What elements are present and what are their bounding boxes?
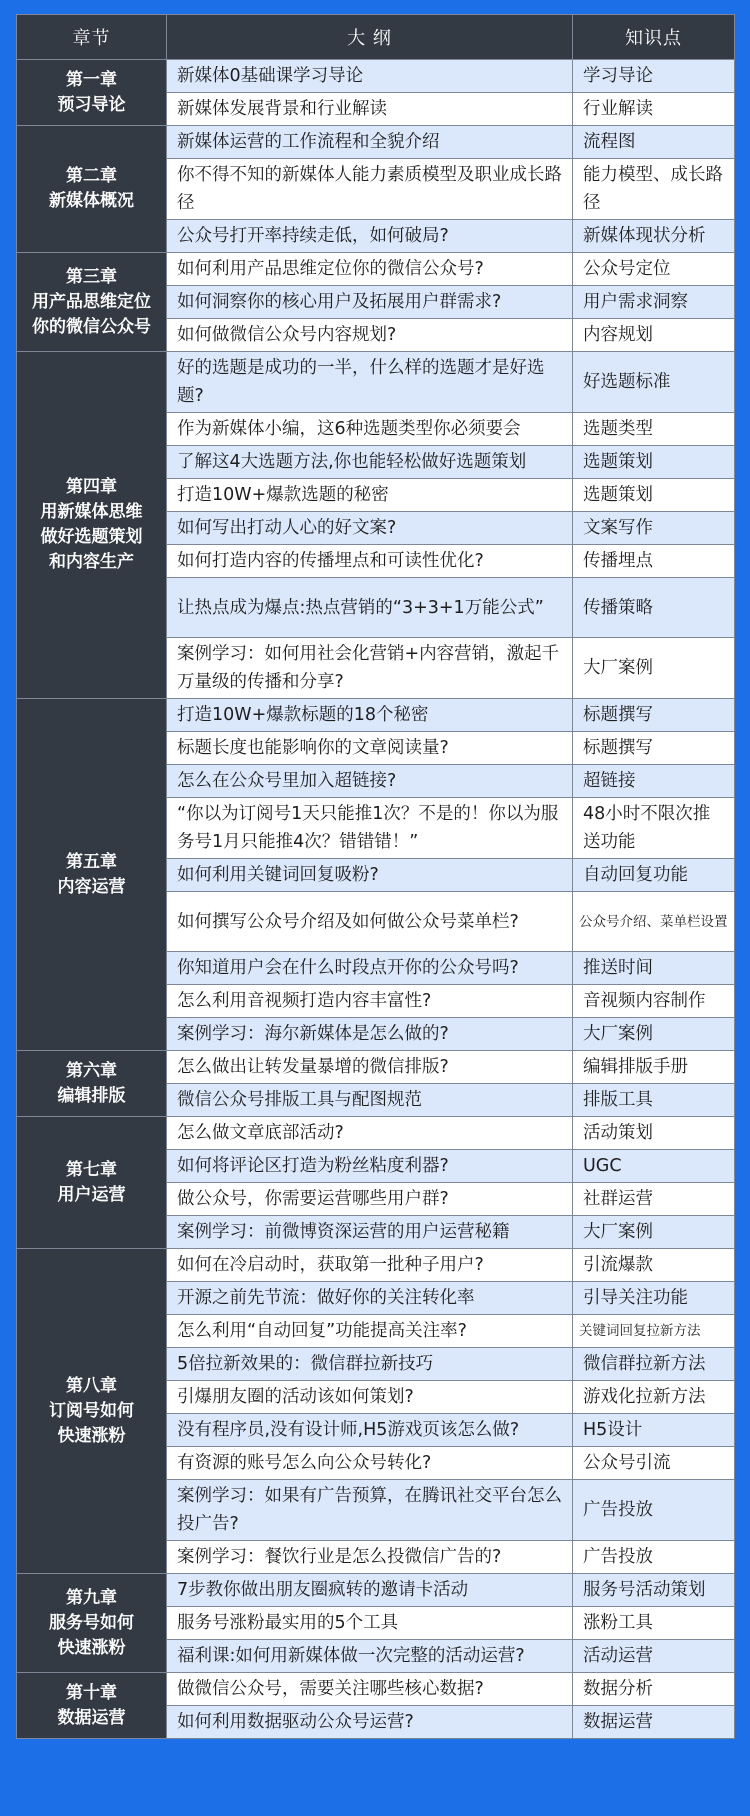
course-outline-table [16, 14, 735, 1739]
table-row [17, 253, 735, 286]
outline-cell: 打造10W+爆款选题的秘密 [167, 479, 573, 512]
knowledge-point-cell: 推送时间 [573, 952, 735, 985]
chapter-cell [17, 1117, 167, 1249]
outline-cell: 如何利用数据驱动公众号运营? [167, 1706, 573, 1739]
outline-cell: 怎么利用“自动回复”功能提高关注率? [167, 1315, 573, 1348]
knowledge-point-cell: 涨粉工具 [573, 1607, 735, 1640]
outline-cell: 如何洞察你的核心用户及拓展用户群需求? [167, 286, 573, 319]
outline-cell: 5倍拉新效果的：微信群拉新技巧 [167, 1348, 573, 1381]
table-row [17, 1574, 735, 1607]
knowledge-point-cell: 活动运营 [573, 1640, 735, 1673]
header-chapter: 章节 [17, 15, 167, 60]
knowledge-point-cell: 活动策划 [573, 1117, 735, 1150]
outline-cell: 案例学习：海尔新媒体是怎么做的? [167, 1018, 573, 1051]
outline-cell: 如何在冷启动时，获取第一批种子用户? [167, 1249, 573, 1282]
chapter-name-line: 第十章 [66, 1682, 117, 1703]
chapter-name-line: 第六章 [66, 1060, 117, 1081]
chapter-name-line: 新媒体概况 [49, 191, 134, 211]
chapter-name-line: 第八章 [66, 1375, 117, 1396]
knowledge-point-cell: 公众号引流 [573, 1447, 735, 1480]
knowledge-point-cell: 自动回复功能 [573, 859, 735, 892]
knowledge-point-cell: 数据运营 [573, 1706, 735, 1739]
knowledge-point-cell: 选题类型 [573, 413, 735, 446]
outline-cell: 开源之前先节流：做好你的关注转化率 [167, 1282, 573, 1315]
chapter-cell [17, 60, 167, 126]
outline-cell: 微信公众号排版工具与配图规范 [167, 1084, 573, 1117]
chapter-name-line: 第九章 [66, 1587, 117, 1608]
chapter-cell [17, 1673, 167, 1739]
chapter-name-line: 用新媒体思维 [40, 502, 143, 522]
knowledge-point-cell: 标题撰写 [573, 732, 735, 765]
knowledge-point-cell: 引导关注功能 [573, 1282, 735, 1315]
outline-cell: 新媒体0基础课学习导论 [167, 60, 573, 93]
knowledge-point-cell: 选题策划 [573, 479, 735, 512]
chapter-name-line: 快速涨粉 [57, 1425, 126, 1446]
outline-cell: 新媒体发展背景和行业解读 [167, 93, 573, 126]
table-row [17, 699, 735, 732]
outline-cell: 标题长度也能影响你的文章阅读量? [167, 732, 573, 765]
knowledge-point-cell: 大厂案例 [573, 638, 735, 699]
knowledge-point-cell: 排版工具 [573, 1084, 735, 1117]
outline-cell: 了解这4大选题方法,你也能轻松做好选题策划 [167, 446, 573, 479]
outline-cell: 案例学习：前微博资深运营的用户运营秘籍 [167, 1216, 573, 1249]
table-header-row [17, 15, 735, 60]
outline-cell: 没有程序员,没有设计师,H5游戏页该怎么做? [167, 1414, 573, 1447]
outline-cell: 新媒体运营的工作流程和全貌介绍 [167, 126, 573, 159]
knowledge-point-cell: 服务号活动策划 [573, 1574, 735, 1607]
knowledge-point-cell: 广告投放 [573, 1480, 735, 1541]
chapter-name-line: 你的微信公众号 [32, 316, 151, 337]
outline-cell: 打造10W+爆款标题的18个秘密 [167, 699, 573, 732]
outline-cell: 你不得不知的新媒体人能力素质模型及职业成长路径 [167, 159, 573, 220]
knowledge-point-cell: 好选题标准 [573, 352, 735, 413]
outline-cell: “你以为订阅号1天只能推1次？不是的！你以为服务号1月只能推4次？错错错！” [167, 798, 573, 859]
chapter-name-line: 用户运营 [57, 1184, 126, 1205]
chapter-cell [17, 1249, 167, 1574]
chapter-cell [17, 1051, 167, 1117]
outline-cell: 7步教你做出朋友圈疯转的邀请卡活动 [167, 1574, 573, 1607]
outline-cell: 如何写出打动人心的好文案? [167, 512, 573, 545]
knowledge-point-cell: 数据分析 [573, 1673, 735, 1706]
chapter-name-line: 第一章 [66, 69, 117, 90]
chapter-name-line: 第七章 [66, 1159, 117, 1180]
table-body [17, 60, 735, 1739]
knowledge-point-cell: 传播策略 [573, 578, 735, 638]
outline-cell: 做微信公众号，需要关注哪些核心数据? [167, 1673, 573, 1706]
outline-cell: 案例学习：如何用社会化营销+内容营销，激起千万量级的传播和分享? [167, 638, 573, 699]
header-outline: 大 纲 [167, 15, 573, 60]
knowledge-point-cell: 大厂案例 [573, 1216, 735, 1249]
chapter-name-line: 预习导论 [57, 94, 126, 115]
outline-cell: 你知道用户会在什么时段点开你的公众号吗? [167, 952, 573, 985]
knowledge-point-cell: 能力模型、成长路径 [573, 159, 735, 220]
outline-cell: 引爆朋友圈的活动该如何策划? [167, 1381, 573, 1414]
table-row [17, 352, 735, 413]
outline-cell: 让热点成为爆点:热点营销的“3+3+1万能公式” [167, 578, 573, 638]
outline-cell: 服务号涨粉最实用的5个工具 [167, 1607, 573, 1640]
chapter-name-line: 做好选题策划 [40, 527, 143, 547]
knowledge-point-cell: 超链接 [573, 765, 735, 798]
outline-cell: 公众号打开率持续走低，如何破局? [167, 220, 573, 253]
outline-cell: 好的选题是成功的一半，什么样的选题才是好选题? [167, 352, 573, 413]
outline-cell: 怎么在公众号里加入超链接? [167, 765, 573, 798]
chapter-cell [17, 253, 167, 352]
chapter-name-line: 编辑排版 [57, 1085, 126, 1106]
outline-cell: 如何利用产品思维定位你的微信公众号? [167, 253, 573, 286]
knowledge-point-cell: 行业解读 [573, 93, 735, 126]
chapter-name-line: 和内容生产 [49, 552, 134, 572]
table-row [17, 60, 735, 93]
knowledge-point-cell: 关键词回复拉新方法 [573, 1315, 735, 1348]
outline-cell: 做公众号，你需要运营哪些用户群? [167, 1183, 573, 1216]
chapter-name-line: 服务号如何 [49, 1612, 134, 1633]
chapter-name-line: 第五章 [66, 851, 117, 872]
knowledge-point-cell: 音视频内容制作 [573, 985, 735, 1018]
table-row [17, 1673, 735, 1706]
outline-cell: 如何将评论区打造为粉丝粘度利器? [167, 1150, 573, 1183]
chapter-name-line: 用产品思维定位 [32, 291, 151, 312]
table-row [17, 1051, 735, 1084]
outline-cell: 怎么利用音视频打造内容丰富性? [167, 985, 573, 1018]
knowledge-point-cell: UGC [573, 1150, 735, 1183]
knowledge-point-cell: H5设计 [573, 1414, 735, 1447]
knowledge-point-cell: 传播埋点 [573, 545, 735, 578]
chapter-cell [17, 1574, 167, 1673]
knowledge-point-cell: 学习导论 [573, 60, 735, 93]
header-knowledge: 知识点 [573, 15, 735, 60]
outline-cell: 作为新媒体小编，这6种选题类型你必须要会 [167, 413, 573, 446]
outline-cell: 怎么做出让转发量暴增的微信排版? [167, 1051, 573, 1084]
chapter-name-line: 数据运营 [57, 1707, 126, 1728]
knowledge-point-cell: 大厂案例 [573, 1018, 735, 1051]
outline-cell: 如何撰写公众号介绍及如何做公众号菜单栏? [167, 892, 573, 952]
outline-cell: 案例学习：如果有广告预算，在腾讯社交平台怎么投广告? [167, 1480, 573, 1541]
chapter-name-line: 第二章 [66, 166, 117, 186]
knowledge-point-cell: 公众号定位 [573, 253, 735, 286]
outline-cell: 有资源的账号怎么向公众号转化? [167, 1447, 573, 1480]
chapter-cell [17, 352, 167, 699]
outline-cell: 怎么做文章底部活动? [167, 1117, 573, 1150]
chapter-name-line: 内容运营 [57, 876, 126, 897]
chapter-name-line: 第三章 [66, 266, 117, 287]
chapter-cell [17, 699, 167, 1051]
knowledge-point-cell: 公众号介绍、菜单栏设置 [573, 892, 735, 952]
knowledge-point-cell: 编辑排版手册 [573, 1051, 735, 1084]
knowledge-point-cell: 广告投放 [573, 1541, 735, 1574]
knowledge-point-cell: 文案写作 [573, 512, 735, 545]
chapter-name-line: 第四章 [66, 477, 117, 497]
knowledge-point-cell: 微信群拉新方法 [573, 1348, 735, 1381]
outline-cell: 案例学习：餐饮行业是怎么投微信广告的? [167, 1541, 573, 1574]
knowledge-point-cell: 游戏化拉新方法 [573, 1381, 735, 1414]
chapter-cell [17, 126, 167, 253]
chapter-name-line: 订阅号如何 [49, 1400, 134, 1421]
outline-cell: 福利课:如何用新媒体做一次完整的活动运营? [167, 1640, 573, 1673]
outline-cell: 如何做微信公众号内容规划? [167, 319, 573, 352]
knowledge-point-cell: 标题撰写 [573, 699, 735, 732]
knowledge-point-cell: 流程图 [573, 126, 735, 159]
knowledge-point-cell: 新媒体现状分析 [573, 220, 735, 253]
table-row [17, 126, 735, 159]
chapter-name-line: 快速涨粉 [57, 1637, 126, 1658]
outline-cell: 如何利用关键词回复吸粉? [167, 859, 573, 892]
knowledge-point-cell: 社群运营 [573, 1183, 735, 1216]
knowledge-point-cell: 内容规划 [573, 319, 735, 352]
outline-cell: 如何打造内容的传播埋点和可读性优化? [167, 545, 573, 578]
table-row [17, 1117, 735, 1150]
table-row [17, 1249, 735, 1282]
knowledge-point-cell: 用户需求洞察 [573, 286, 735, 319]
knowledge-point-cell: 选题策划 [573, 446, 735, 479]
knowledge-point-cell: 48小时不限次推送功能 [573, 798, 735, 859]
knowledge-point-cell: 引流爆款 [573, 1249, 735, 1282]
